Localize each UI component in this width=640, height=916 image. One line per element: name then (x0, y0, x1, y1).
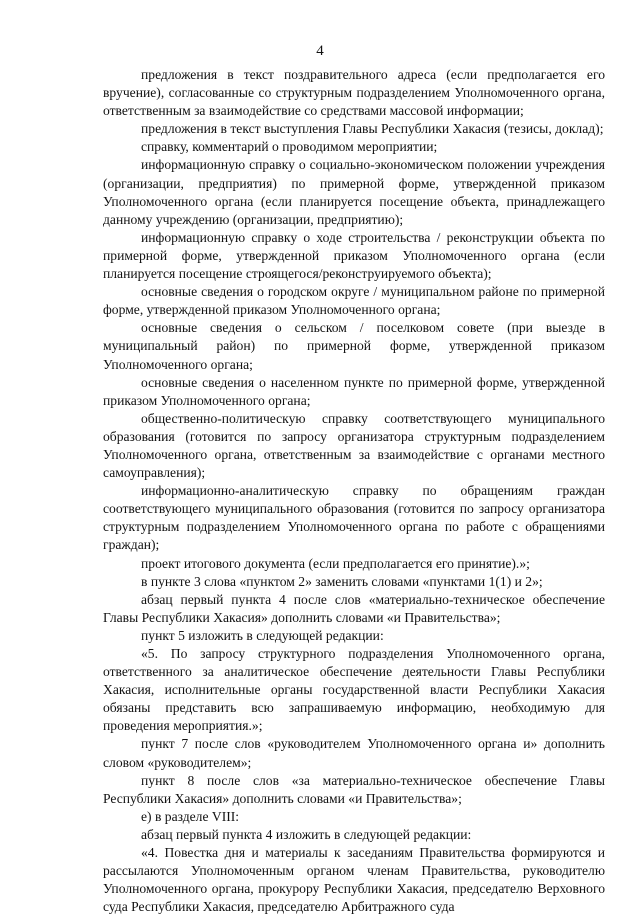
paragraph-4: информационную справку о социально-экономическом положении учреждения (организации, предприятия) по примерной форме, утвержденной приказом Уполномоченного органа (если планируется посещение объекта, принадлежащего данному учреждению (организации, предприятию); (103, 157, 605, 227)
paragraph-9: общественно-политическую справку соответствующего муниципального образования (готовится по запросу организатора структурным подразделением Уполномоченного органа, ответственным за взаимодействие с органами местного самоуправления); (103, 410, 605, 481)
paragraph-1: предложения в текст поздравительного адреса (если предполагается его вручение), согласованные со структурным подразделением Уполномоченного органа, ответственным за взаимодействие со средствами массовой информации; (103, 67, 605, 119)
page-number: 4 (316, 43, 324, 59)
paragraph-20: «4. Повестка дня и материалы к заседаниям Правительства формируются и рассылаются Уполномоченным органом членам Правительства, руководителю Уполномоченного органа, прокурору Республики Хакасия, председателю Верховного суда Республики Хакасия, председателю Арбитражного суда (103, 845, 605, 915)
paragraph-7: основные сведения о сельском / поселковом совете (при выезде в муниципальный район) по примерной форме, утвержденной приказом Уполномоченного органа; (103, 320, 605, 372)
paragraph-19: абзац первый пункта 4 изложить в следующей редакции: (141, 826, 472, 842)
paragraph-2: предложения в текст выступления Главы Республики Хакасия (тезисы, доклад); (141, 121, 604, 137)
paragraph-5: информационную справку о ходе строительства / реконструкции объекта по примерной форме, утвержденной приказом Уполномоченного органа (если планируется посещение строящегося/реконструируемого объекта); (103, 229, 605, 282)
paragraph-14: пункт 5 изложить в следующей редакции: (141, 627, 384, 643)
paragraph-15: «5. По запросу структурного подразделения Уполномоченного органа, ответственного за аналитическое обеспечение деятельности Главы Республики Хакасия, исполнительные органы государственной власти Республики Хакасия обязаны представить всю запрашиваемую информацию, необходимую для проведения мероприятия.»; (103, 646, 605, 734)
paragraph-3: справку, комментарий о проводимом мероприятии; (141, 139, 438, 155)
paragraph-6: основные сведения о городском округе / муниципальном районе по примерной форме, утвержденной приказом Уполномоченного органа; (103, 284, 605, 318)
paragraph-8: основные сведения о населенном пункте по примерной форме, утвержденной приказом Уполномоченного органа; (103, 374, 605, 408)
paragraph-10: информационно-аналитическую справку по обращениям граждан соответствующего муниципального образования (готовится по запросу организатора структурным подразделением Уполномоченного органа по работе с обращениями граждан); (103, 483, 605, 553)
paragraph-11: проект итогового документа (если предполагается его принятие).»; (141, 555, 530, 571)
document-body (103, 66, 605, 916)
paragraph-16: пункт 7 после слов «руководителем Уполномоченного органа и» дополнить словом «руководителем»; (103, 736, 605, 770)
paragraph-13: абзац первый пункта 4 после слов «материально-техническое обеспечение Главы Республики Хакасия» дополнить словами «и Правительства»; (103, 591, 605, 625)
paragraph-12: в пункте 3 слова «пунктом 2» заменить словами «пунктами 1(1) и 2»; (141, 573, 543, 589)
paragraph-18: е) в разделе VIII: (141, 808, 240, 824)
paragraph-17: пункт 8 после слов «за материально-техническое обеспечение Главы Республики Хакасия» дополнить словами «и Правительства»; (103, 772, 605, 806)
